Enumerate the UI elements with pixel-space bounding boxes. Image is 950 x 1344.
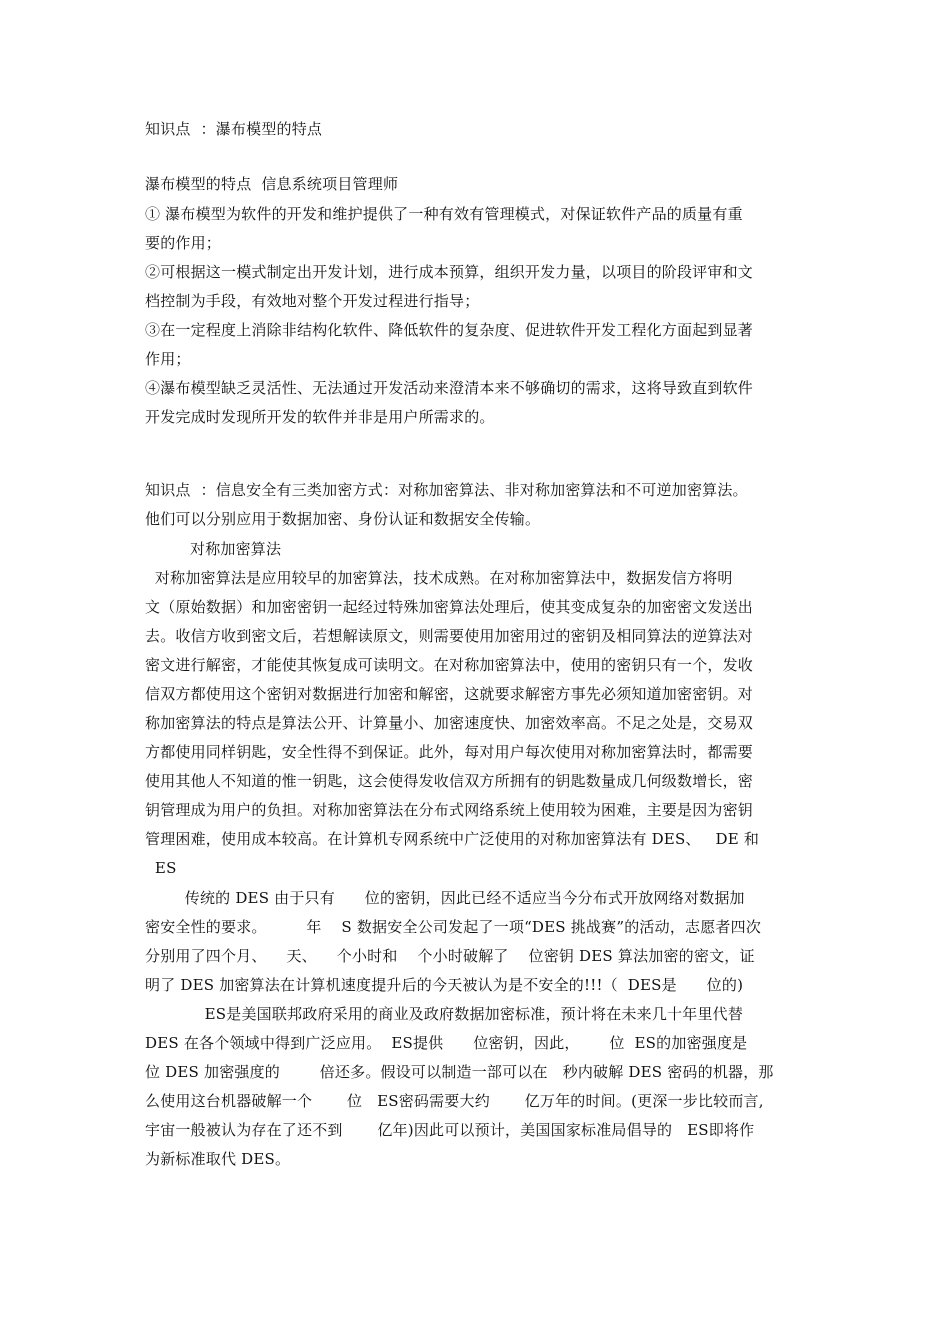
- para1-line: 称加密算法的特点是算法公开、计算量小、加密速度快、加密效率高。不足之处是，交易双: [145, 714, 754, 732]
- section1-line: ④瀑布模型缺乏灵活性、无法通过开发活动来澄清本来不够确切的需求，这将导致直到软件: [145, 379, 754, 397]
- para1-line: 管理困难，使用成本较高。在计算机专网系统中广泛使用的对称加密算法有 DES、 DE 和: [145, 830, 760, 848]
- para2-line: 明了 DES 加密算法在计算机速度提升后的今天被认为是不安全的!!!（ DES是 位的): [145, 976, 744, 994]
- para3-line: ES是美国联邦政府采用的商业及政府数据加密标准，预计将在未来几十年里代替: [145, 1005, 744, 1023]
- section2-subheading: 对称加密算法: [190, 540, 282, 558]
- para2-line: 分别用了四个月、 天、 个小时和 个小时破解了 位密钥 DES 算法加密的密文，证: [145, 947, 755, 965]
- para3-line: 位 DES 加密强度的 倍还多。假设可以制造一部可以在 秒内破解 DES 密码的机器，那: [145, 1063, 774, 1081]
- section1-line: 档控制为手段，有效地对整个开发过程进行指导；: [145, 292, 480, 310]
- section1-line: 开发完成时发现所开发的软件并非是用户所需求的。: [145, 408, 495, 426]
- section1-heading: 知识点 ：瀑布模型的特点: [145, 120, 323, 138]
- section1-line: 要的作用；: [145, 234, 222, 252]
- para3-line: 为新标准取代 DES。: [145, 1150, 291, 1168]
- section1-subtitle: 瀑布模型的特点 信息系统项目管理师: [145, 175, 399, 193]
- para1-line: 信双方都使用这个密钥对数据进行加密和解密，这就要求解密方事先必须知道加密密钥。对: [145, 685, 754, 703]
- para1-line: 方都使用同样钥匙，安全性得不到保证。此外，每对用户每次使用对称加密算法时，都需要: [145, 743, 754, 761]
- para1-line: 对称加密算法是应用较早的加密算法，技术成熟。在对称加密算法中，数据发信方将明: [145, 569, 733, 587]
- para1-line: ES: [145, 859, 177, 877]
- para3-line: 宇宙一般被认为存在了还不到 亿年)因此可以预计，美国国家标准局倡导的 ES即将作: [145, 1121, 755, 1139]
- section2-heading: 他们可以分别应用于数据加密、身份认证和数据安全传输。: [145, 510, 541, 528]
- para1-line: 文（原始数据）和加密密钥一起经过特殊加密算法处理后，使其变成复杂的加密密文发送出: [145, 598, 754, 616]
- section1-line: ②可根据这一模式制定出开发计划，进行成本预算，组织开发力量，以项目的阶段评审和文: [145, 263, 754, 281]
- para1-line: 使用其他人不知道的惟一钥匙，这会使得发收信双方所拥有的钥匙数量成几何级数增长，密: [145, 772, 754, 790]
- para2-line: 传统的 DES 由于只有 位的密钥，因此已经不适应当今分布式开放网络对数据加: [145, 889, 745, 907]
- para1-line: 去。收信方收到密文后，若想解读原文，则需要使用加密用过的密钥及相同算法的逆算法对: [145, 627, 754, 645]
- para1-line: 钥管理成为用户的负担。对称加密算法在分布式网络系统上使用较为困难，主要是因为密钥: [145, 801, 754, 819]
- para1-line: 密文进行解密，才能使其恢复成可读明文。在对称加密算法中，使用的密钥只有一个，发收: [145, 656, 754, 674]
- para2-line: 密安全性的要求。 年 S 数据安全公司发起了一项“DES 挑战赛”的活动，志愿者四次: [145, 918, 762, 936]
- para3-line: DES 在各个领域中得到广泛应用。 ES提供 位密钥，因此， 位 ES的加密强度是: [145, 1034, 748, 1052]
- para3-line: 么使用这台机器破解一个 位 ES密码需要大约 亿万年的时间。(更深一步比较而言,: [145, 1092, 764, 1110]
- section2-heading: 知识点 ：信息安全有三类加密方式：对称加密算法、非对称加密算法和不可逆加密算法。: [145, 481, 748, 499]
- section1-line: 作用；: [145, 350, 191, 368]
- section1-line: ③在一定程度上消除非结构化软件、降低软件的复杂度、促进软件开发工程化方面起到显著: [145, 321, 754, 339]
- section1-line: ① 瀑布模型为软件的开发和维护提供了一种有效有管理模式，对保证软件产品的质量有重: [145, 205, 743, 223]
